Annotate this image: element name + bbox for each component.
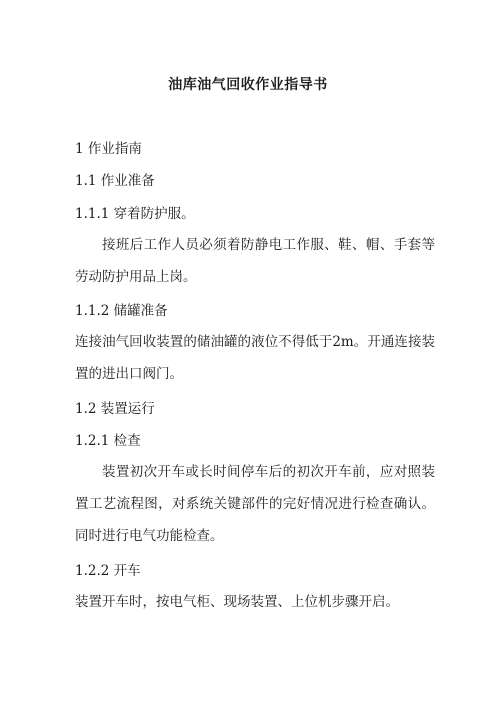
heading-1-2-2: 1.2.2 开车 [75, 563, 141, 579]
heading-1-1-2: 1.1.2 储罐准备 [75, 303, 168, 319]
document-title: 油库油气回收作业指导书 [168, 77, 328, 93]
paragraph-protective-gear: 接班后工作人员必须着防静电工作服、鞋、帽、手套等劳动防护用品上岗。 [75, 237, 435, 285]
heading-1-2-1: 1.2.1 检查 [75, 433, 141, 449]
heading-1-1-1: 1.1.1 穿着防护服。 [75, 206, 195, 222]
heading-1-2: 1.2 装置运行 [75, 401, 155, 417]
heading-1-1: 1.1 作业准备 [75, 173, 155, 189]
paragraph-tank-prep: 连接油气回收装置的储油罐的液位不得低于2m。开通连接装置的进出口阀门。 [75, 334, 435, 382]
paragraph-startup: 装置开车时，按电气柜、现场装置、上位机步骤开启。 [75, 594, 399, 610]
heading-1: 1 作业指南 [75, 141, 142, 157]
paragraph-inspection: 装置初次开车或长时间停车后的初次开车前，应对照装置工艺流程图，对系统关键部件的完好情况进行检查确认。同时进行电气功能检查。 [75, 464, 435, 544]
